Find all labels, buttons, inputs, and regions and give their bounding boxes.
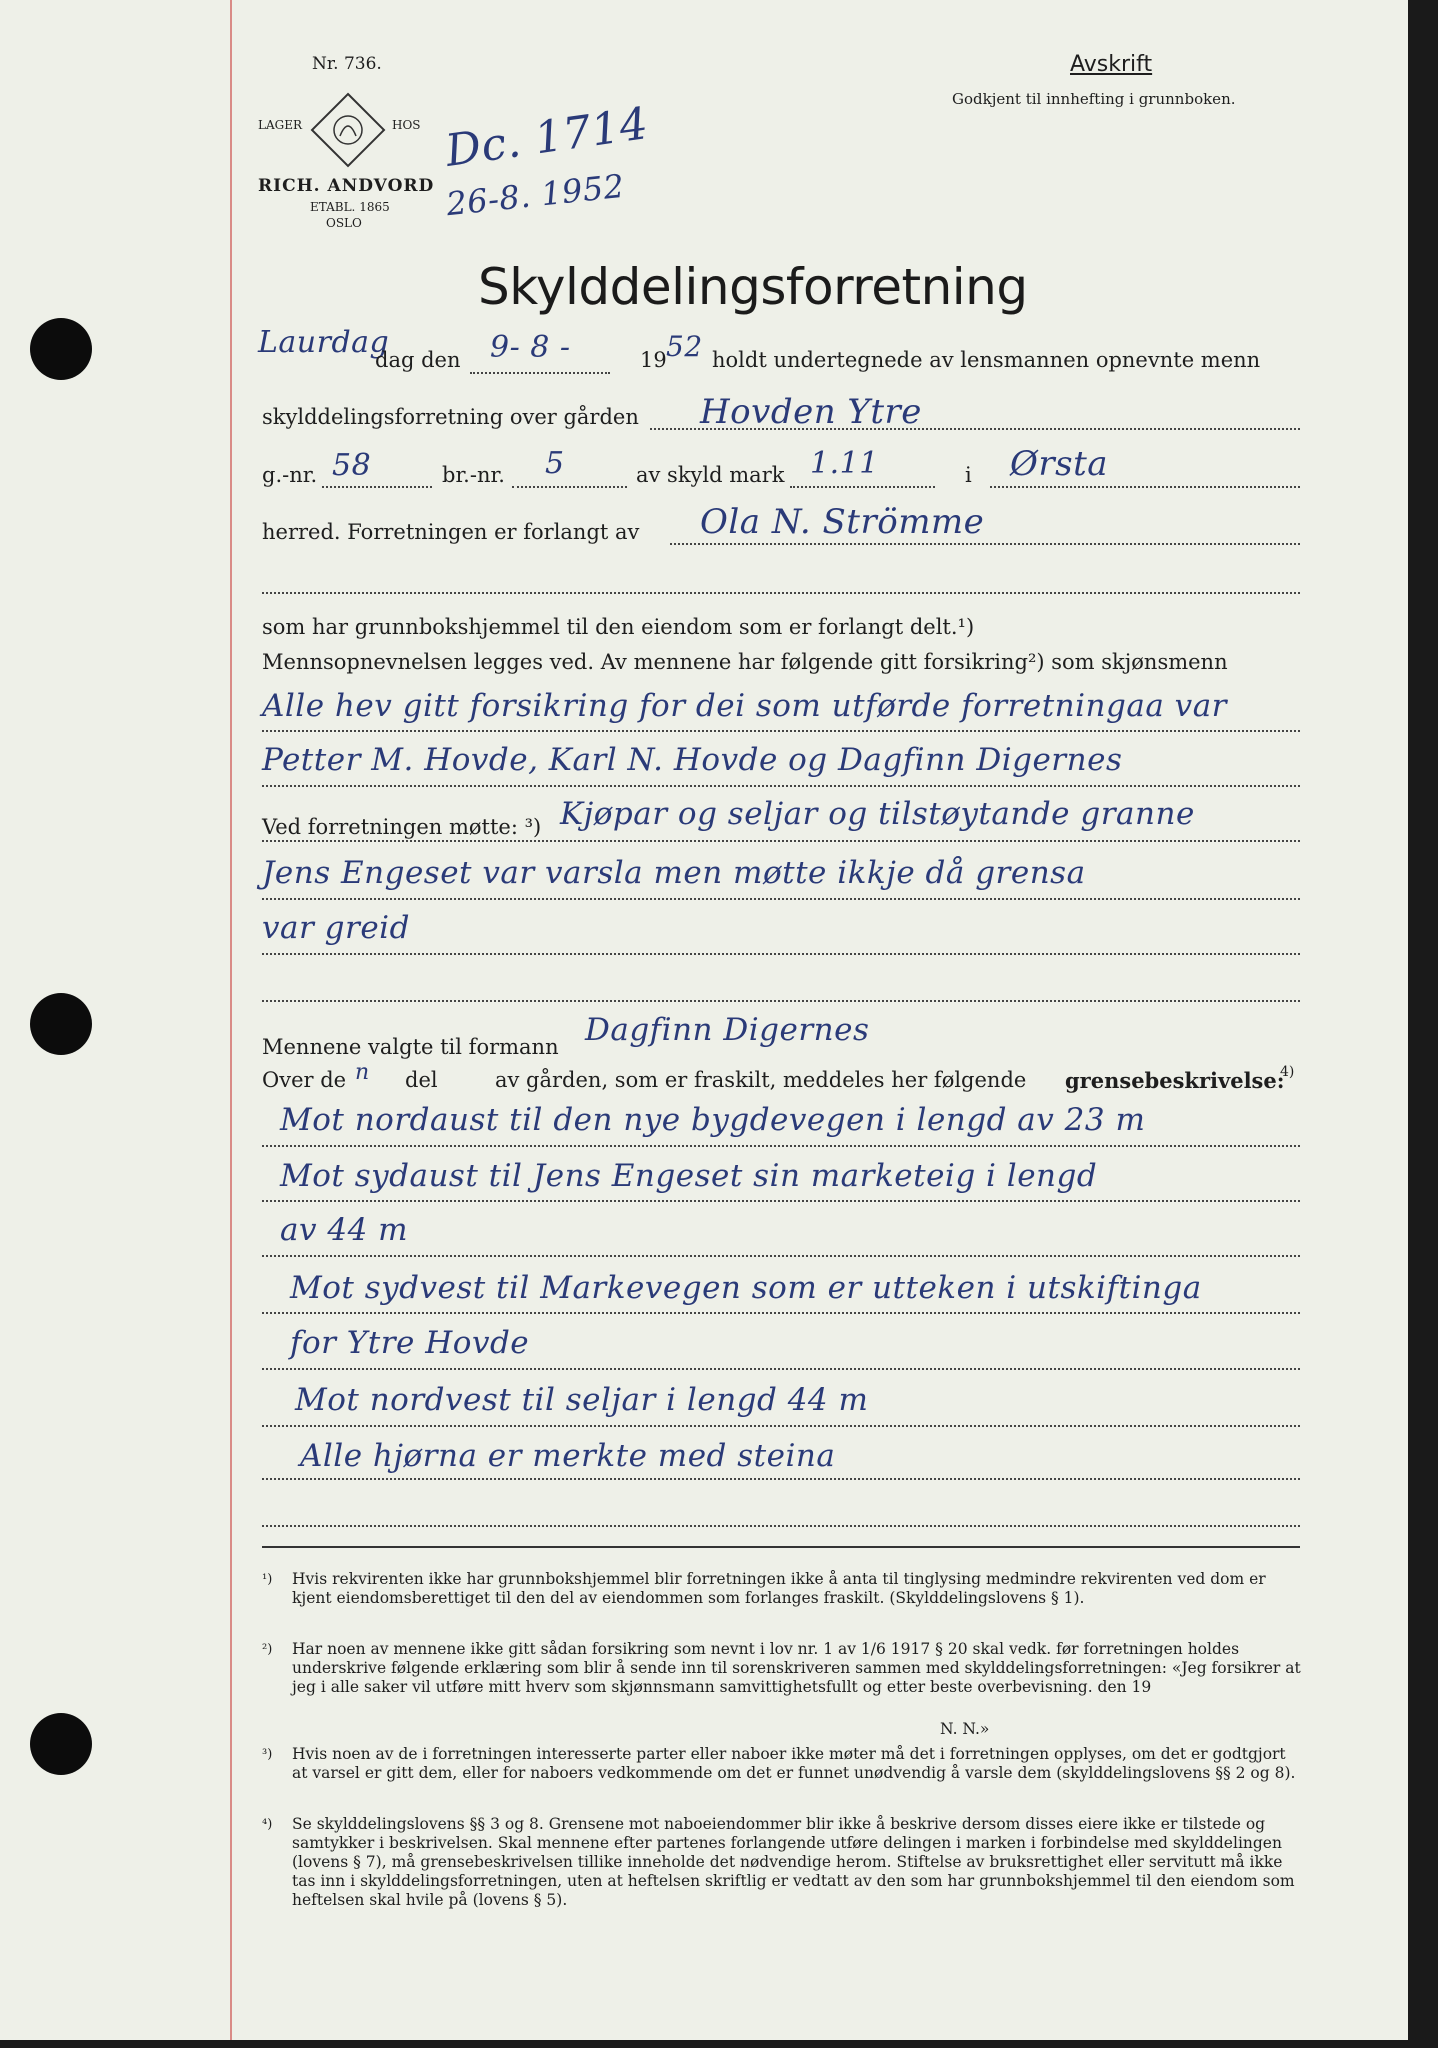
insurance-line: Mennsopnevnelsen legges ved. Av mennene har følgende gitt forsikring²) som skjønsmenn — [262, 650, 1228, 674]
insurance-hand-2: Petter M. Hovde, Karl N. Hovde og Dagfinn Digernes — [262, 742, 1123, 778]
bnr-line — [512, 486, 627, 488]
herred-value: Ørsta — [1010, 444, 1109, 484]
over-hand: n — [355, 1060, 370, 1085]
attended-line-4 — [262, 1000, 1300, 1002]
year-suffix: 52 — [666, 330, 703, 363]
requester-value: Ola N. Strömme — [700, 502, 985, 542]
boundary-line: Alle hjørna er merkte med steina — [300, 1438, 836, 1474]
punch-hole — [30, 1713, 92, 1775]
gnr-line — [322, 486, 432, 488]
skyld-label: av skyld mark — [636, 463, 785, 487]
boundary-line: av 44 m — [280, 1212, 409, 1248]
publisher-name: RICH. ANDVORD — [258, 176, 435, 196]
over-label-c: av gården, som er fraskilt, meddeles her følgende — [495, 1068, 1027, 1092]
boundary-line: Mot nordaust til den nye bygdevegen i lengd av 23 m — [280, 1102, 1146, 1138]
footnote-1: ¹) Hvis rekvirenten ikke har grunnbokshjemmel blir forretningen ikke å anta til tinglysing medmindre rekvirenten ved dom er kjent eiendomsberettiget til den del av eiendommen som forlanges fraskilt. (Skylddelingslovens § 1). — [262, 1570, 1266, 1607]
boundary-line: Mot sydaust til Jens Engeset sin marketeig i lengd — [280, 1158, 1098, 1194]
boundary-label: grensebeskrivelse: — [1065, 1068, 1285, 1093]
insurance-hand-1: Alle hev gitt forsikring for dei som utførde forretningaa var — [262, 688, 1227, 724]
requester-line — [670, 543, 1300, 545]
registration-number: Dc. 1714 — [442, 98, 652, 177]
attended-line-2 — [262, 898, 1300, 900]
date-line — [470, 372, 610, 374]
boundary-rule — [262, 1525, 1300, 1527]
publisher-city: OSLO — [326, 216, 362, 230]
boundary-rule — [262, 1368, 1300, 1370]
gnr-value: 58 — [332, 448, 372, 483]
farm-label: skylddelingsforretning over gården — [262, 405, 639, 429]
grunnbok-line: som har grunnbokshjemmel til den eiendom som er forlangt delt.¹) — [262, 615, 975, 639]
attended-hand-1: Kjøpar og seljar og tilstøytande granne — [560, 796, 1195, 832]
margin-rule — [230, 0, 232, 2040]
attended-hand-3: var greid — [262, 910, 410, 946]
i-label: i — [965, 463, 972, 487]
attended-line-3 — [262, 953, 1300, 955]
punch-hole — [30, 993, 92, 1055]
attended-label: Ved forretningen møtte: ³) — [262, 815, 542, 839]
held-text: holdt undertegnede av lensmannen opnevnte menn — [712, 348, 1261, 372]
bnr-value: 5 — [545, 446, 565, 481]
boundary-rule — [262, 1255, 1300, 1257]
copy-mark: Avskrift — [1070, 52, 1153, 77]
herred-line — [990, 486, 1300, 488]
publisher-established: ETABL. 1865 — [310, 200, 390, 214]
footnote-divider — [262, 1546, 1300, 1548]
footnote-4: ⁴) Se skylddelingslovens §§ 3 og 8. Grensene mot naboeiendommer blir ikke å beskrive dersom disses eiere ikke er tilstede og samtykker i beskrivelsen. Skal mennene efter partenes forlangende utføre delingen i marken i forbindelse med skylddelingen (lovens § 7), må grensebeskrivelsen tillike inneholde det nødvendige herom. Stiftelse av bruksrettighet eller servitutt må ikke tas inn i skylddelingsforretningen, uten at heftelsen skriftlig er vedtatt av den som har grunnbokshjemmel til den eiendom som heftelsen skal hvile på (lovens § 5). — [262, 1815, 1295, 1909]
logo-left-text: LAGER — [258, 118, 303, 132]
form-number: Nr. 736. — [312, 54, 382, 74]
boundary-line: Mot nordvest til seljar i lengd 44 m — [295, 1382, 869, 1418]
chair-value: Dagfinn Digernes — [585, 1012, 870, 1048]
boundary-rule — [262, 1200, 1300, 1202]
registration-date: 26-8. 1952 — [444, 166, 627, 224]
insurance-line-2 — [262, 785, 1300, 787]
footnote-3: ³) Hvis noen av de i forretningen interesserte parter eller naboer ikke møter må det i forretningen opplyses, om det er godtgjort at varsel er gitt dem, eller for naboers vedkommende om det er funnet unødvendig å varsle dem (skylddelingslovens §§ 2 og 8). — [262, 1745, 1296, 1782]
farm-value: Hovden Ytre — [700, 392, 922, 432]
day-label: dag den — [375, 348, 461, 372]
attended-line-1 — [262, 840, 1300, 842]
skyld-value: 1.11 — [810, 446, 879, 481]
attended-hand-2: Jens Engeset var varsla men møtte ikkje då grensa — [262, 855, 1086, 891]
boundary-note: 4) — [1280, 1064, 1295, 1080]
footnote-2-signature: N. N.» — [940, 1720, 990, 1738]
date-day-month: 9- 8 - — [490, 330, 571, 365]
gnr-label: g.-nr. — [262, 463, 318, 487]
publisher-logo-icon — [310, 92, 386, 168]
document-title: Skylddelingsforretning — [478, 258, 1028, 316]
chair-label: Mennene valgte til formann — [262, 1035, 559, 1059]
insurance-line-1 — [262, 730, 1300, 732]
year-prefix: 19 — [640, 348, 667, 372]
weekday-prefix: Laurdag — [258, 325, 390, 360]
punch-hole — [30, 318, 92, 380]
boundary-line: Mot sydvest til Markevegen som er utteken i utskiftinga — [290, 1270, 1202, 1306]
footnote-2: ²) Har noen av mennene ikke gitt sådan forsikring som nevnt i lov nr. 1 av 1/6 1917 § 20 skal vedk. før forretningen holdes underskrive følgende erklæring som blir å sende inn til sorenskriveren sammen med skylddelingsforretningen: «Jeg forsikrer at jeg i alle saker vil utføre mitt hverv som skjønnsmann samvittighetsfullt og etter beste overbevisning. den 19 — [262, 1640, 1301, 1696]
skyld-line — [790, 486, 935, 488]
boundary-rule — [262, 1145, 1300, 1147]
approval-note: Godkjent til innhefting i grunnboken. — [952, 90, 1236, 108]
boundary-line: for Ytre Hovde — [290, 1325, 530, 1361]
over-label-b: del — [405, 1068, 438, 1092]
logo-right-text: HOS — [392, 118, 421, 132]
boundary-rule — [262, 1312, 1300, 1314]
blank-line — [262, 592, 1300, 594]
herred-label: herred. Forretningen er forlangt av — [262, 520, 640, 544]
boundary-rule — [262, 1478, 1300, 1480]
over-label-a: Over de — [262, 1068, 347, 1092]
bnr-label: br.-nr. — [442, 463, 505, 487]
boundary-rule — [262, 1425, 1300, 1427]
